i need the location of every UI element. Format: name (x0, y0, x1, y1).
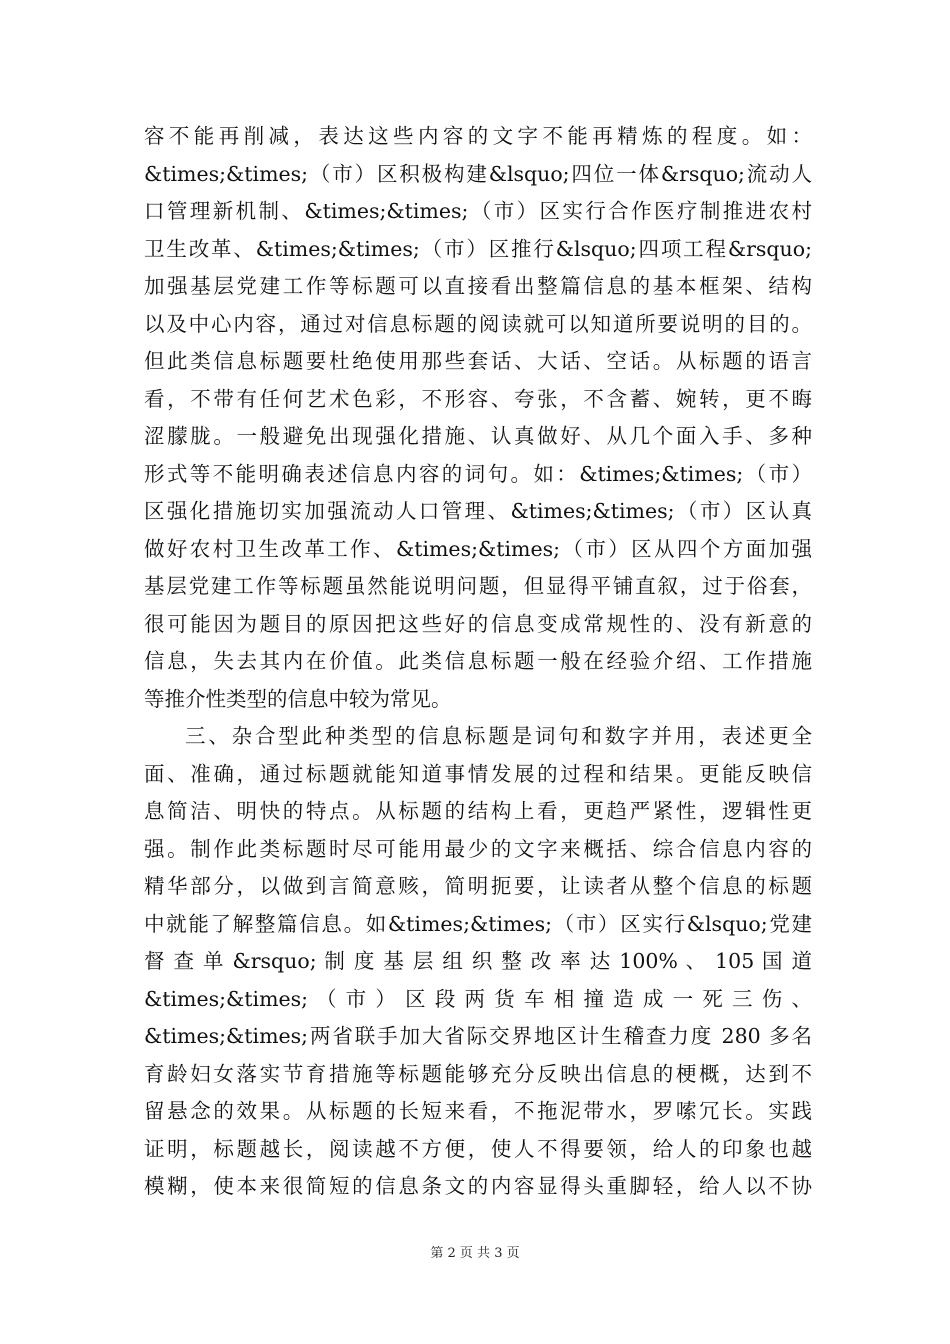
text-line: 看，不带有任何艺术色彩，不形容、夸张，不含蓄、婉转，更不晦 (144, 386, 812, 411)
text-line: 区强化措施切实加强流动人口管理、&times;&times;（市）区认真 (144, 499, 812, 523)
text-line: 口管理新机制、&times;&times;（市）区实行合作医疗制推进农村 (144, 199, 812, 223)
text-line: 督 查 单 &rsquo; 制 度 基 层 组 织 整 改 率 达 100% 、 105 国 道 (144, 949, 812, 973)
text-line: 证明，标题越长，阅读越不方便，使人不得要领，给人的印象也越 (144, 1136, 812, 1161)
document-body (144, 118, 812, 1206)
page-number-label: 第 2 页 共 3 页 (430, 1246, 520, 1261)
text-line: 很可能因为题目的原因把这些好的信息变成常规性的、没有新意的 (144, 611, 812, 636)
text-line: 面、准确，通过标题就能知道事情发展的过程和结果。更能反映信 (144, 761, 812, 786)
text-line: 精华部分，以做到言简意赅，简明扼要，让读者从整个信息的标题 (144, 874, 812, 898)
text-line: 信息，失去其内在价值。此类信息标题一般在经验介绍、工作措施 (144, 649, 812, 673)
text-line: 卫生改革、&times;&times;（市）区推行&lsquo;四项工程&rsquo; (144, 236, 812, 261)
text-line: 育龄妇女落实节育措施等标题能够充分反映出信息的梗概，达到不 (144, 1061, 812, 1086)
text-line: 以及中心内容，通过对信息标题的阅读就可以知道所要说明的目的。 (144, 311, 812, 336)
text-line: 息简洁、明快的特点。从标题的结构上看，更趋严紧性，逻辑性更 (144, 799, 812, 823)
text-line: &times;&times;两省联手加大省际交界地区计生稽查力度 280 多名 (144, 1024, 812, 1048)
text-line: 留悬念的效果。从标题的长短来看，不拖泥带水，罗嗦冗长。实践 (144, 1099, 812, 1123)
text-line: 涩朦胧。一般避免出现强化措施、认真做好、从几个面入手、多种 (144, 424, 812, 448)
text-line: 容不能再削减，表达这些内容的文字不能再精炼的程度。如： (144, 124, 812, 148)
text-line: 模糊，使本来很简短的信息条文的内容显得头重脚轻，给人以不协 (144, 1174, 812, 1198)
text-line: 等推介性类型的信息中较为常见。 (144, 686, 452, 711)
text-line: &times;&times;（市）区积极构建&lsquo;四位一体&rsquo;流动人 (144, 161, 812, 186)
text-line: 加强基层党建工作等标题可以直接看出整篇信息的基本框架、结构 (144, 274, 812, 298)
text-line: 做好农村卫生改革工作、&times;&times;（市）区从四个方面加强 (144, 536, 812, 561)
text-line: 但此类信息标题要杜绝使用那些套话、大话、空话。从标题的语言 (144, 349, 812, 373)
page-footer (0, 1246, 950, 1262)
text-line: &times;&times; （ 市 ） 区 段 两 货 车 相 撞 造 成 一 死 三 伤 、 (144, 986, 812, 1011)
text-line: 基层党建工作等标题虽然能说明问题，但显得平铺直叙，过于俗套， (144, 574, 812, 598)
text-line: 强。制作此类标题时尽可能用最少的文字来概括、综合信息内容的 (144, 836, 812, 861)
text-line: 中就能了解整篇信息。如&times;&times;（市）区实行&lsquo;党建 (144, 911, 812, 936)
text-line: 形式等不能明确表述信息内容的词句。如：&times;&times;（市） (144, 461, 812, 486)
paragraph-start-line: 三、杂合型此种类型的信息标题是词句和数字并用，表述更全 (185, 724, 812, 748)
